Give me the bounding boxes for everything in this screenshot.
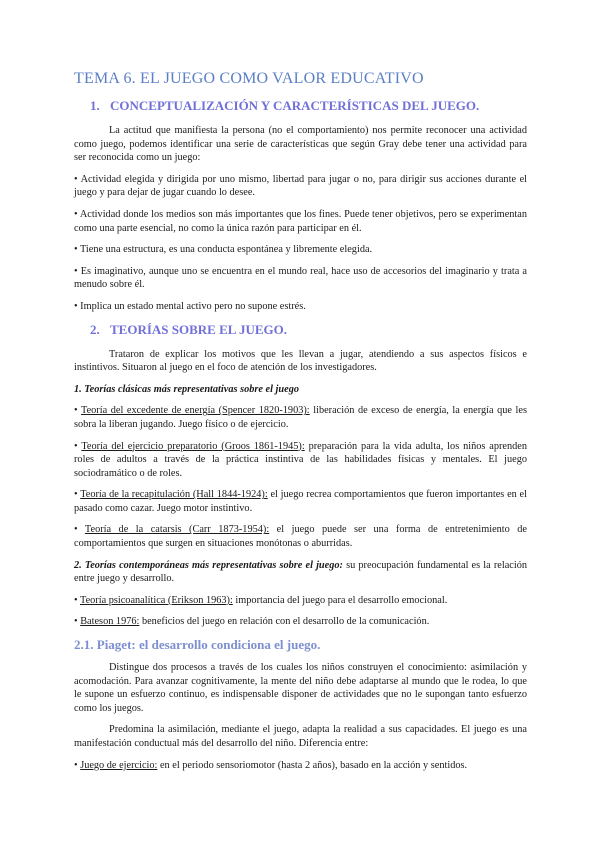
theory-text: liberación de exceso de energía, la energía que les sobra la liberan jugando. Juego físico o de ejercicio. bbox=[74, 405, 527, 430]
theory-label: Teoría de la recapitulación (Hall 1844-1924): bbox=[80, 489, 268, 501]
list-item bbox=[74, 488, 527, 515]
section-1-number: 1. bbox=[90, 98, 100, 113]
list-item: • Actividad elegida y dirigida por uno mismo, libertad para jugar o no, para dirigir sus acciones durante el juego y para dejar de jugar cuando lo desee. bbox=[74, 173, 527, 199]
game-type-label: Juego de ejercicio: bbox=[80, 759, 158, 771]
section-2-heading bbox=[90, 322, 527, 338]
list-item bbox=[74, 759, 527, 773]
bullet: • bbox=[74, 440, 78, 452]
document-title: TEMA 6. EL JUEGO COMO VALOR EDUCATIVO bbox=[74, 70, 424, 87]
contemporary-theories-heading: 2. Teorías contemporáneas más representativas sobre el juego: bbox=[74, 559, 343, 571]
bullet: • bbox=[74, 524, 78, 536]
contemporary-theories-text: su preocupación fundamental es la relación entre juego y desarrollo. bbox=[74, 559, 527, 585]
bullet: • bbox=[74, 594, 78, 606]
bullet: • bbox=[74, 405, 78, 417]
section-1-intro: La actitud que manifiesta la persona (no el comportamiento) nos permite reconocer una actividad como juego, podemos identificar una serie de características que según Gray debe tener una actividad para ser reconocida como un juego: bbox=[74, 125, 527, 164]
theory-text: beneficios del juego en relación con el desarrollo de la comunicación. bbox=[139, 616, 430, 628]
list-item: • Implica un estado mental activo pero no supone estrés. bbox=[74, 300, 306, 312]
list-item bbox=[74, 594, 527, 608]
contemporary-theories-paragraph bbox=[74, 559, 527, 586]
bullet: • bbox=[74, 489, 78, 501]
section-1-heading bbox=[90, 98, 527, 114]
list-item bbox=[74, 404, 527, 431]
piaget-paragraph-2: Predomina la asimilación, mediante el juego, adapta la realidad a sus capacidades. El juego es una manifestación conductual más del desarrollo del niño. Diferencia entre: bbox=[74, 724, 527, 749]
theory-text: importancia del juego para el desarrollo emocional. bbox=[232, 594, 448, 606]
theory-label: Teoría psicoanalítica (Erikson 1963): bbox=[80, 594, 233, 606]
list-item bbox=[74, 615, 527, 629]
game-type-text: en el periodo sensoriomotor (hasta 2 años), basado en la acción y sentidos. bbox=[157, 759, 468, 771]
theory-label: Teoría del excedente de energía (Spencer 1820-1903): bbox=[81, 405, 310, 417]
document-page bbox=[74, 70, 527, 780]
section-2-title: TEORÍAS SOBRE EL JUEGO. bbox=[110, 321, 287, 337]
section-2-intro: Trataron de explicar los motivos que les llevan a jugar, atendiendo a sus aspectos físicos e instintivos. Situaron al juego en el foco de atención de los investigadores. bbox=[74, 348, 527, 374]
bullet: • bbox=[74, 759, 78, 771]
theory-label: Bateson 1976: bbox=[80, 616, 140, 628]
list-item: • Es imaginativo, aunque uno se encuentra en el mundo real, hace uso de accesorios del imaginario y trata a menudo sobre él. bbox=[74, 265, 527, 291]
theory-label: Teoría de la catarsis (Carr 1873-1954): bbox=[84, 524, 270, 536]
list-item bbox=[74, 523, 527, 550]
classic-theories-heading: 1. Teorías clásicas más representativas sobre el juego bbox=[74, 383, 299, 395]
section-2-number: 2. bbox=[90, 321, 100, 337]
list-item bbox=[74, 440, 527, 481]
theory-label: Teoría del ejercicio preparatorio (Groos 1861-1945): bbox=[81, 440, 305, 452]
theory-text: el juego recrea comportamientos que fueron importantes en el pasado como cazar. Juego motor instintivo. bbox=[74, 489, 527, 514]
theory-text: el juego puede ser una forma de entretenimiento de comportamientos que surgen en situaciones monótonas o aburridas. bbox=[74, 524, 528, 550]
list-item: • Tiene una estructura, es una conducta espontánea y libremente elegida. bbox=[74, 244, 373, 256]
section-1-title: CONCEPTUALIZACIÓN Y CARACTERÍSTICAS DEL JUEGO. bbox=[110, 98, 480, 113]
section-2-1-heading: 2.1. Piaget: el desarrollo condiciona el juego. bbox=[74, 637, 321, 653]
list-item: • Actividad donde los medios son más importantes que los fines. Puede tener objetivos, pero se experimentan como una parte esencial, no como la única razón para participar en él. bbox=[74, 208, 527, 234]
theory-text: preparación para la vida adulta, los niños aprenden roles de adultos a través de la práctica instintiva de las habilidades físicas y mentales. El juego sociodramático o de roles. bbox=[74, 440, 528, 479]
piaget-paragraph-1: Distingue dos procesos a través de los cuales los niños construyen el conocimiento: asimilación y acomodación. Para avanzar cognitivamente, la mente del niño debe adaptarse al mundo que le rodea, lo que le supone un esfuerzo continuo, es indispensable disponer de actividades que no le supongan tanto esfuerzo como los juegos. bbox=[74, 662, 527, 714]
bullet: • bbox=[74, 616, 78, 628]
